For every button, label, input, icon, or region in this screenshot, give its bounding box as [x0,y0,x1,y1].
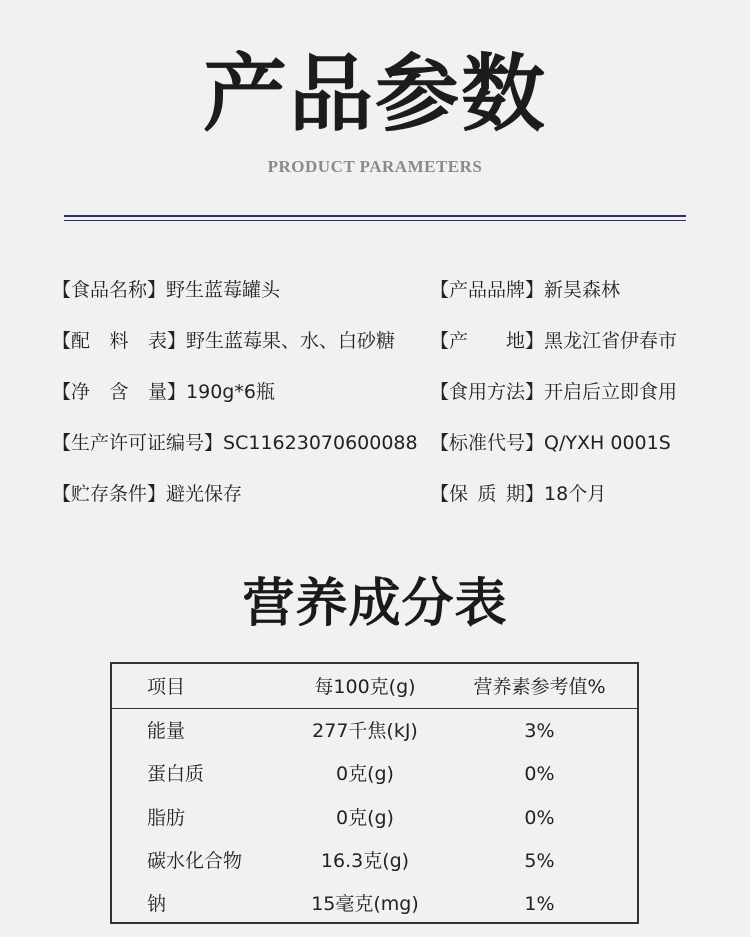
param-value: 开启后立即食用 [544,381,678,403]
param-origin: 【产地】黑龙江省伊春市 [430,330,678,352]
param-label: 食品名称 [71,279,148,301]
table-cell: 0克(g) [336,763,394,785]
param-value: 野生蓝莓果、水、白砂糖 [186,330,396,352]
param-label: 净含量 [71,381,168,403]
table-cell: 钠 [147,893,167,915]
title-divider-thick [64,215,686,217]
param-value: 18个月 [544,483,607,505]
param-label: 保质期 [449,483,526,505]
table-cell: 5% [524,850,555,872]
param-value: 190g*6瓶 [186,381,275,403]
param-food-name: 【食品名称】野生蓝莓罐头 [52,279,281,301]
table-cell: 脂肪 [147,807,186,829]
table-row [112,893,637,915]
param-usage: 【食用方法】开启后立即食用 [430,381,678,403]
param-value: SC11623070600088 [223,432,418,454]
param-label: 食用方法 [449,381,526,403]
param-label: 贮存条件 [71,483,148,505]
param-value: 黑龙江省伊春市 [544,330,678,352]
page-subtitle: PRODUCT PARAMETERS [267,157,483,176]
param-value: 野生蓝莓罐头 [166,279,281,301]
table-header-cell: 每100克(g) [314,676,416,698]
table-row [112,720,637,742]
table-cell: 16.3克(g) [320,850,410,872]
param-label: 产品品牌 [449,279,526,301]
table-cell: 能量 [147,720,186,742]
param-shelf-life: 【保质期】18个月 [430,483,607,505]
param-storage: 【贮存条件】避光保存 [52,483,243,505]
param-value: 新昊森林 [544,279,621,301]
table-row [112,763,637,785]
page-title: 产品参数 [202,44,547,143]
param-brand: 【产品品牌】新昊森林 [430,279,621,301]
table-cell: 15毫克(mg) [311,893,419,915]
table-cell: 碳水化合物 [147,850,243,872]
param-license: 【生产许可证编号】SC11623070600088 [52,432,418,454]
nutrition-table [110,662,639,924]
param-net-content: 【净含量】190g*6瓶 [52,381,275,403]
table-header-cell: 项目 [147,676,186,698]
table-cell: 0% [524,807,555,829]
table-cell: 3% [524,720,555,742]
table-row [112,807,637,829]
param-standard: 【标准代号】Q/YXH 0001S [430,432,671,454]
table-header-divider [112,708,637,709]
table-cell: 1% [524,893,555,915]
nutrition-title: 营养成分表 [242,573,508,634]
table-row [112,850,637,872]
table-header-row [112,676,637,698]
title-divider-thin [64,220,686,221]
table-cell: 277千焦(kJ) [312,720,418,742]
param-ingredients: 【配料表】野生蓝莓果、水、白砂糖 [52,330,396,352]
param-value: Q/YXH 0001S [544,432,671,454]
table-cell: 0克(g) [336,807,394,829]
param-value: 避光保存 [166,483,243,505]
param-label: 标准代号 [449,432,526,454]
param-label: 产地 [449,330,526,352]
table-header-cell: 营养素参考值% [473,676,606,698]
table-cell: 蛋白质 [147,763,205,785]
table-cell: 0% [524,763,555,785]
param-label: 配料表 [71,330,168,352]
param-label: 生产许可证编号 [71,432,205,454]
